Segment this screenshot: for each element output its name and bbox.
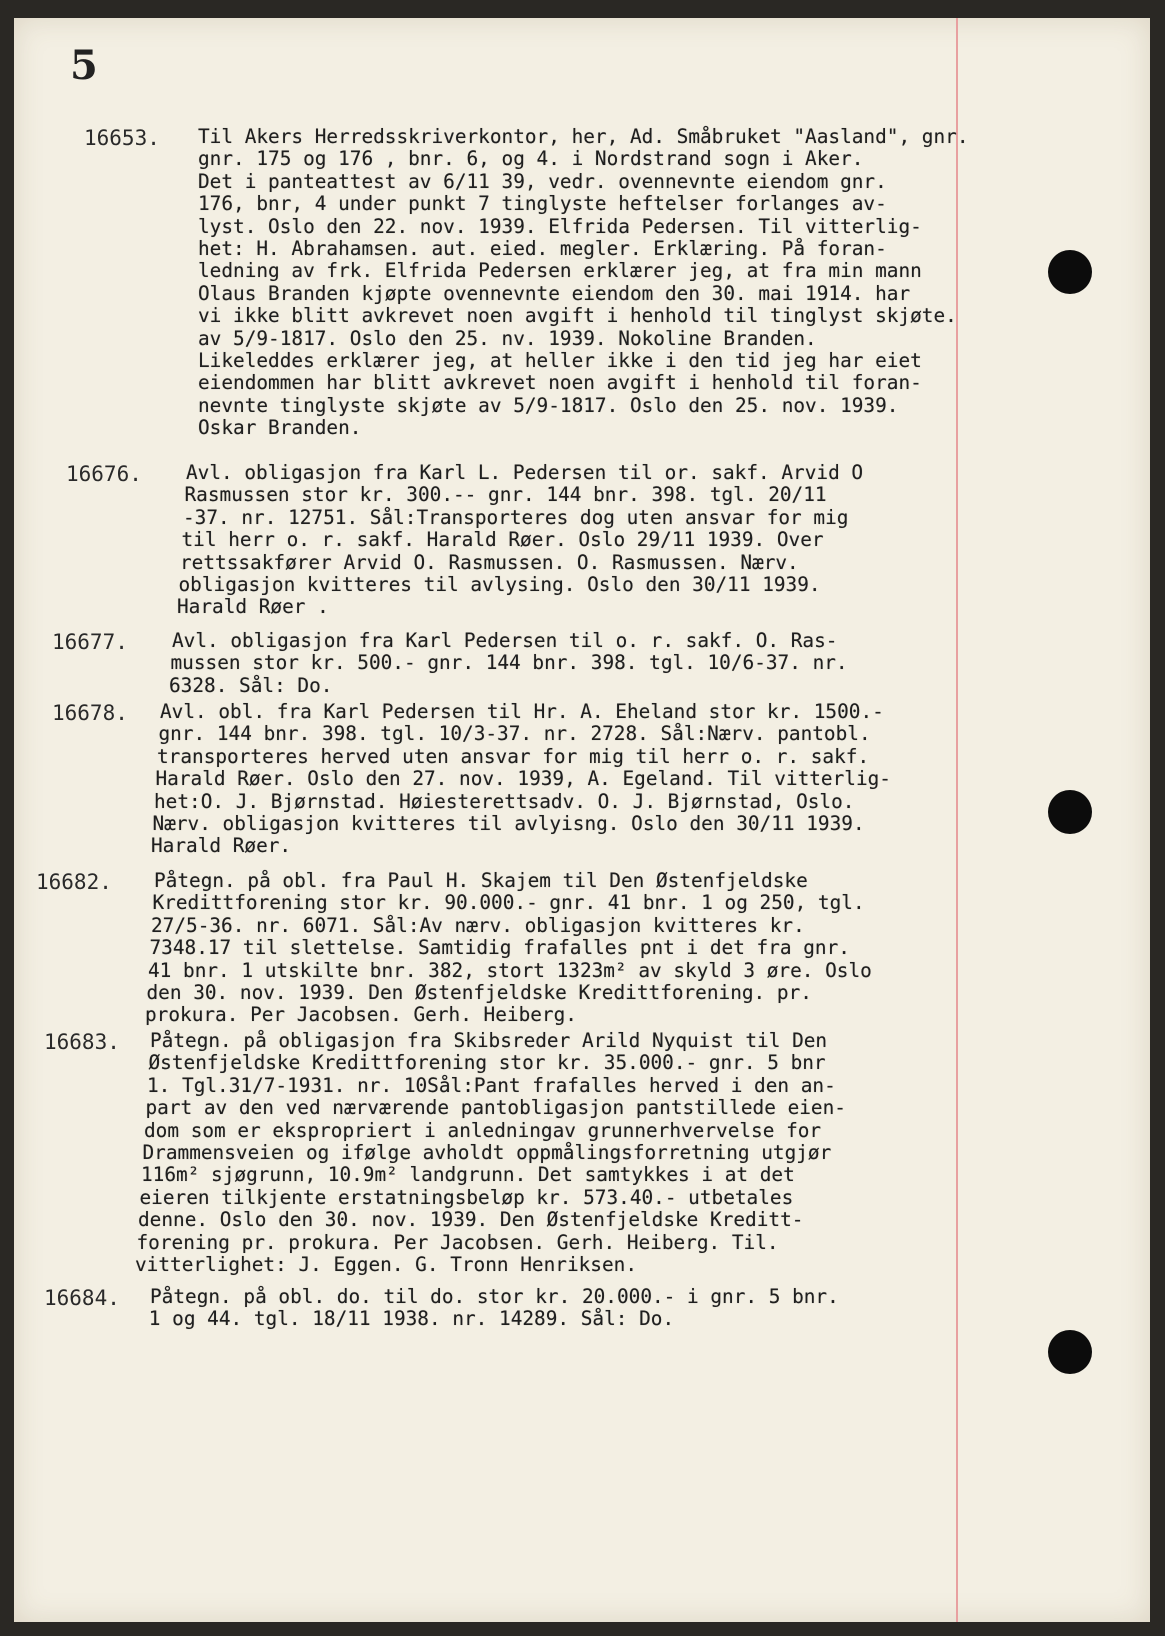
entry-number: 16684. <box>44 1286 120 1310</box>
punch-hole <box>1048 1330 1092 1374</box>
entry-text-line: rettssakfører Arvid O. Rasmussen. O. Rasmussen. Nærv. <box>180 550 799 574</box>
entry-text-line: denne. Oslo den 30. nov. 1939. Den Østenfjeldske Kreditt- <box>138 1208 804 1232</box>
entry-text-line: 27/5-36. nr. 6071. Sål:Av nærv. obligasjon kvitteres kr. <box>151 913 805 937</box>
entry-text-line: Det i panteattest av 6/11 39, vedr. ovennevnte eiendom gnr. <box>198 169 887 193</box>
entry-text-line: obligasjon kvitteres til avlysing. Oslo den 30/11 1939. <box>178 573 821 596</box>
entry-text-line: 1. Tgl.31/7-1931. nr. 10Sål:Pant frafalles herved i den an- <box>147 1073 836 1097</box>
entry-text-line: het:O. J. Bjørnstad. Høiesterettsadv. O. J. Bjørnstad, Oslo. <box>154 789 855 813</box>
entry-text-line: Kredittforening stor kr. 90.000.- gnr. 41 bnr. 1 og 250, tgl. <box>152 891 865 915</box>
entry-text-line: gnr. 144 bnr. 398. tgl. 10/3-37. nr. 2728. Sål:Nærv. pantobl. <box>158 722 871 746</box>
entry-text-line: het: H. Abrahamsen. aut. eied. megler. Erklæring. På foran- <box>198 237 887 260</box>
entry-text-line: 6328. Sål: Do. <box>169 673 333 697</box>
entry-text-line: Avl. obligasjon fra Karl Pedersen til o. r. sakf. O. Ras- <box>172 629 838 652</box>
entry-text-line: prokura. Per Jacobsen. Gerh. Heiberg. <box>145 1003 577 1027</box>
document-page <box>14 18 1150 1622</box>
margin-rule <box>956 18 958 1622</box>
entry-text-line: Nærv. obligasjon kvitteres til avlyisng. Oslo den 30/11 1939. <box>152 812 865 835</box>
entry-text-line: Til Akers Herredsskriverkontor, her, Ad. Småbruket "Aasland", gnr. <box>198 125 969 148</box>
entry-text-line: Oskar Branden. <box>198 416 362 440</box>
entry-text-line: Olaus Branden kjøpte ovennevnte eiendom den 30. mai 1914. har <box>198 281 911 305</box>
entry-text-line: den 30. nov. 1939. Den Østenfjeldske Kredittforening. pr. <box>146 981 812 1004</box>
entry-text-line: eieren tilkjente erstatningsbeløp kr. 573.40.- utbetales <box>139 1185 794 1209</box>
entry-number: 16678. <box>52 701 128 725</box>
entry-number: 16682. <box>36 870 112 894</box>
entry-text-line: Påtegn. på obl. do. til do. stor kr. 20.000.- i gnr. 5 bnr. <box>150 1285 839 1308</box>
entry-text-line: ledning av frk. Elfrida Pedersen erklærer jeg, at fra min mann <box>198 259 922 283</box>
entry-text-line: Harald Røer. Oslo den 27. nov. 1939, A. Egeland. Til vitterlig- <box>155 767 891 791</box>
entry-text-line: Avl. obl. fra Karl Pedersen til Hr. A. Eheland stor kr. 1500.- <box>160 700 884 723</box>
entry-text-line: mussen stor kr. 500.- gnr. 144 bnr. 398. tgl. 10/6-37. nr. <box>170 651 848 675</box>
entry-text-line: eiendommen har blitt avkrevet noen avgift i henhold til foran- <box>198 371 922 395</box>
punch-hole <box>1048 790 1092 834</box>
page-number: 5 <box>70 42 97 89</box>
entry-text-line: Drammensveien og ifølge avholdt oppmålingsforretning utgjør <box>142 1141 832 1164</box>
entry-text-line: 116m² sjøgrunn, 10.9m² landgrunn. Det samtykkes i at det <box>141 1163 795 1187</box>
entry-text-line: 41 bnr. 1 utskilte bnr. 382, stort 1323m² av skyld 3 øre. Oslo <box>148 958 872 982</box>
entry-text-line: Østenfjeldske Kredittforening stor kr. 35.000.- gnr. 5 bnr <box>148 1051 826 1075</box>
entry-text-line: Påtegn. på obligasjon fra Skibsreder Arild Nyquist til Den <box>150 1029 828 1052</box>
punch-hole <box>1048 250 1092 294</box>
entry-text-line: Rasmussen stor kr. 300.-- gnr. 144 bnr. 398. tgl. 20/11 <box>184 483 827 507</box>
entry-text-line: transporteres herved uten ansvar for mig til herr o. r. sakf. <box>157 744 870 768</box>
entry-number: 16677. <box>52 630 128 654</box>
entry-text-line: Harald Røer. <box>151 834 292 858</box>
entry-text-line: dom som er ekspropriert i anledningav grunnerhvervelse for <box>144 1118 822 1142</box>
entry-text-line: 1 og 44. tgl. 18/11 1938. nr. 14289. Sål: Do. <box>148 1307 675 1331</box>
entry-text-line: vitterlighet: J. Eggen. G. Tronn Henriksen. <box>135 1253 637 1276</box>
entry-text-line: vi ikke blitt avkrevet noen avgift i henhold til tinglyst skjøte. <box>198 304 957 328</box>
entry-text-line: av 5/9-1817. Oslo den 25. nv. 1939. Nokoline Branden. <box>198 326 817 350</box>
entry-text-line: gnr. 175 og 176 , bnr. 6, og 4. i Nordstrand sogn i Aker. <box>198 147 864 171</box>
entry-text-line: 176, bnr, 4 under punkt 7 tinglyste heftelser forlanges av- <box>198 192 887 216</box>
entry-text-line: Påtegn. på obl. fra Paul H. Skajem til Den Østenfjeldske <box>154 869 808 892</box>
entry-number: 16683. <box>44 1030 120 1054</box>
entry-text-line: Likeleddes erklærer jeg, at heller ikke i den tid jeg har eiet <box>198 349 922 372</box>
entry-text-line: lyst. Oslo den 22. nov. 1939. Elfrida Pedersen. Til vitterlig- <box>198 214 922 238</box>
entry-text-line: nevnte tinglyste skjøte av 5/9-1817. Oslo den 25. nov. 1939. <box>198 393 899 417</box>
entry-text-line: 7348.17 til slettelse. Samtidig frafalles pnt i det fra gnr. <box>149 936 850 960</box>
entry-text-line: part av den ved nærværende pantobligasjon pantstillede eien- <box>145 1096 846 1120</box>
entry-text-line: -37. nr. 12751. Sål:Transporteres dog uten ansvar for mig <box>183 505 849 529</box>
entry-text-line: Avl. obligasjon fra Karl L. Pedersen til or. sakf. Arvid O <box>186 461 864 484</box>
entry-text-line: Harald Røer . <box>177 595 329 619</box>
entry-text-line: forening pr. prokura. Per Jacobsen. Gerh. Heiberg. Til. <box>136 1230 779 1254</box>
entry-text-line: til herr o. r. sakf. Harald Røer. Oslo 29/11 1939. Over <box>181 528 824 552</box>
entry-number: 16676. <box>66 462 142 486</box>
entry-number: 16653. <box>84 126 160 150</box>
